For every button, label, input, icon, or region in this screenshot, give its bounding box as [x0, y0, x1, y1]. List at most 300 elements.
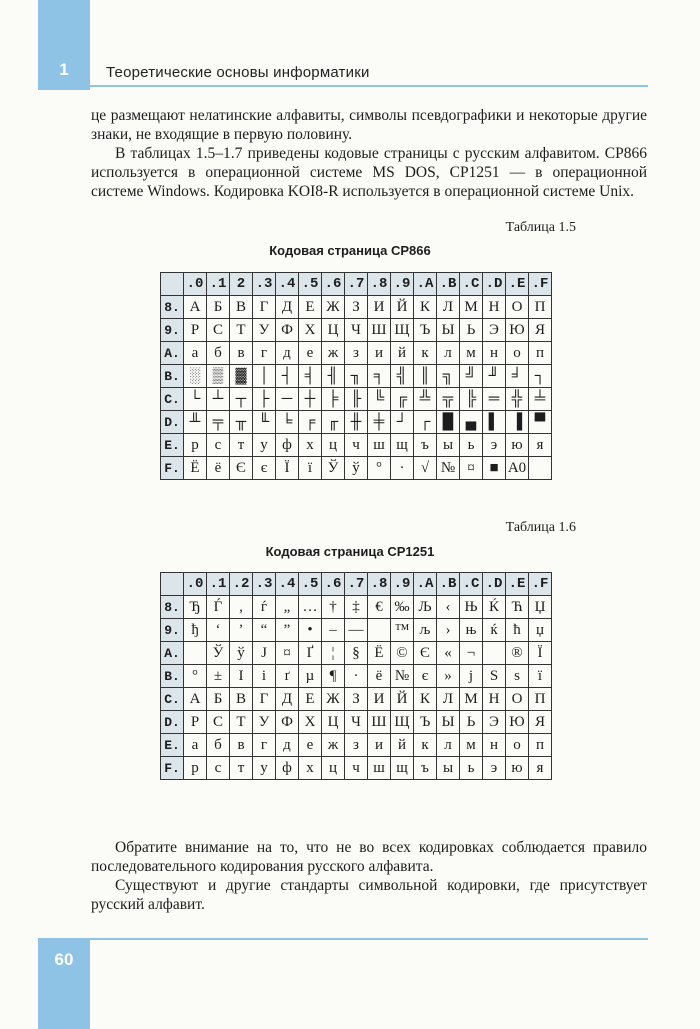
code-cell: ┘ [391, 411, 414, 434]
table-row [161, 665, 552, 688]
column-header: .0 [184, 273, 207, 296]
code-cell: ┴ [207, 388, 230, 411]
table-1-caption: Таблица 1.5 [505, 220, 576, 235]
code-cell: к [414, 734, 437, 757]
code-cell: х [299, 434, 322, 457]
code-cell [368, 619, 391, 642]
column-header: .F [529, 573, 552, 596]
column-header: .1 [207, 573, 230, 596]
code-cell: ” [276, 619, 299, 642]
code-cell: Ы [437, 711, 460, 734]
code-cell: Х [299, 319, 322, 342]
code-cell: ╪ [368, 411, 391, 434]
code-cell: э [483, 434, 506, 457]
column-header: .3 [253, 573, 276, 596]
code-cell: э [483, 757, 506, 780]
column-header: .E [506, 273, 529, 296]
code-cell: ░ [184, 365, 207, 388]
code-cell: Ы [437, 319, 460, 342]
table-row [161, 365, 552, 388]
code-cell: и [368, 342, 391, 365]
column-header: .7 [345, 273, 368, 296]
code-cell: ч [345, 757, 368, 780]
code-cell: ± [207, 665, 230, 688]
closing-text [91, 838, 647, 914]
column-header: .A [414, 573, 437, 596]
code-cell: ‘ [207, 619, 230, 642]
code-cell: Ї [276, 457, 299, 480]
code-cell: Я [529, 319, 552, 342]
code-cell: ѕ [506, 665, 529, 688]
code-cell: ‡ [345, 596, 368, 619]
code-cell: М [460, 296, 483, 319]
code-cell: ▌ [483, 411, 506, 434]
code-cell: Ю [506, 319, 529, 342]
code-cell [483, 642, 506, 665]
column-header: .F [529, 273, 552, 296]
code-cell: Ь [460, 711, 483, 734]
code-cell: ├ [253, 388, 276, 411]
code-cell: Ґ [299, 642, 322, 665]
code-cell: ё [207, 457, 230, 480]
code-cell: ╒ [299, 411, 322, 434]
code-cell: ® [506, 642, 529, 665]
code-cell: У [253, 319, 276, 342]
code-cell: „ [276, 596, 299, 619]
code-cell: ▀ [529, 411, 552, 434]
code-cell [184, 642, 207, 665]
cp866-table [160, 272, 552, 480]
code-cell: Д [276, 688, 299, 711]
column-header: .2 [230, 573, 253, 596]
table-row [161, 642, 552, 665]
code-cell: ╙ [253, 411, 276, 434]
code-cell: Щ [391, 319, 414, 342]
code-cell: ╓ [322, 411, 345, 434]
code-cell: ┼ [299, 388, 322, 411]
code-cell: ╢ [322, 365, 345, 388]
code-cell: Ш [368, 711, 391, 734]
code-cell: ™ [391, 619, 414, 642]
code-cell: Ч [345, 319, 368, 342]
code-cell: ¦ [322, 642, 345, 665]
code-cell: ф [276, 757, 299, 780]
code-cell: р [184, 434, 207, 457]
code-cell: р [184, 757, 207, 780]
code-cell: Ц [322, 319, 345, 342]
code-cell: Х [299, 711, 322, 734]
code-cell: Ѕ [483, 665, 506, 688]
code-cell: н [483, 734, 506, 757]
column-header: .9 [391, 273, 414, 296]
column-header: .4 [276, 573, 299, 596]
code-cell: ╤ [207, 411, 230, 434]
chapter-tab [38, 0, 90, 90]
code-cell: • [299, 619, 322, 642]
code-cell: § [345, 642, 368, 665]
code-cell: с [207, 757, 230, 780]
code-cell: є [253, 457, 276, 480]
code-cell: Ђ [184, 596, 207, 619]
code-cell: є [414, 665, 437, 688]
code-cell: Н [483, 296, 506, 319]
row-header: A. [161, 642, 184, 665]
table-row [161, 296, 552, 319]
code-cell: ы [437, 434, 460, 457]
code-cell: ч [345, 434, 368, 457]
code-cell: ю [506, 434, 529, 457]
code-cell: З [345, 296, 368, 319]
code-cell: ђ [184, 619, 207, 642]
code-cell: ═ [483, 388, 506, 411]
code-cell: Щ [391, 711, 414, 734]
code-cell: К [414, 296, 437, 319]
code-cell: ┤ [276, 365, 299, 388]
code-cell: ґ [276, 665, 299, 688]
code-cell: В [230, 296, 253, 319]
code-cell: х [299, 757, 322, 780]
table-corner-cell [161, 273, 184, 296]
code-cell: ╔ [391, 388, 414, 411]
table-row [161, 711, 552, 734]
code-cell: Т [230, 319, 253, 342]
code-cell: Р [184, 711, 207, 734]
code-cell: “ [253, 619, 276, 642]
table-row [161, 596, 552, 619]
code-cell: Ф [276, 711, 299, 734]
column-header: .B [437, 273, 460, 296]
code-cell: Ц [322, 711, 345, 734]
code-cell: П [529, 688, 552, 711]
code-cell: ё [368, 665, 391, 688]
code-cell: ╗ [437, 365, 460, 388]
table-row [161, 688, 552, 711]
code-cell: е [299, 734, 322, 757]
code-cell: Э [483, 711, 506, 734]
code-cell: в [230, 734, 253, 757]
column-header: .5 [299, 573, 322, 596]
code-cell: ■ [483, 457, 506, 480]
code-cell: и [368, 734, 391, 757]
code-cell: ╚ [368, 388, 391, 411]
table-corner-cell [161, 573, 184, 596]
code-cell: м [460, 342, 483, 365]
code-cell: ° [184, 665, 207, 688]
code-cell: – [322, 619, 345, 642]
code-cell: ї [529, 665, 552, 688]
code-cell: ф [276, 434, 299, 457]
code-cell: к [414, 342, 437, 365]
code-cell: │ [253, 365, 276, 388]
code-cell: б [207, 734, 230, 757]
code-cell: ъ [414, 434, 437, 457]
code-cell: у [253, 757, 276, 780]
column-header: .0 [184, 573, 207, 596]
code-cell: м [460, 734, 483, 757]
code-cell: А [184, 296, 207, 319]
code-cell: Л [437, 296, 460, 319]
code-cell: ¬ [460, 642, 483, 665]
code-cell: Е [299, 296, 322, 319]
code-cell: н [483, 342, 506, 365]
code-cell: е [299, 342, 322, 365]
footer-rule [90, 938, 648, 940]
code-cell: я [529, 434, 552, 457]
page-number: 60 [54, 950, 74, 969]
code-cell: я [529, 757, 552, 780]
table-row [161, 757, 552, 780]
code-cell: № [391, 665, 414, 688]
row-header: F. [161, 457, 184, 480]
code-cell: Ћ [506, 596, 529, 619]
code-cell: √ [414, 457, 437, 480]
code-cell: Ё [368, 642, 391, 665]
code-cell: ╦ [437, 388, 460, 411]
code-cell: Ш [368, 319, 391, 342]
code-cell: ▐ [506, 411, 529, 434]
code-cell: З [345, 688, 368, 711]
code-cell: ў [345, 457, 368, 480]
code-cell: Ї [529, 642, 552, 665]
code-cell: » [437, 665, 460, 688]
code-cell: ж [322, 734, 345, 757]
code-cell: С [207, 319, 230, 342]
code-cell: ┐ [529, 365, 552, 388]
code-cell: ╞ [322, 388, 345, 411]
code-cell: ¤ [460, 457, 483, 480]
code-cell: Є [230, 457, 253, 480]
code-cell: щ [391, 757, 414, 780]
code-cell: ┌ [414, 411, 437, 434]
code-cell: └ [184, 388, 207, 411]
code-cell: Ъ [414, 319, 437, 342]
code-cell: Ќ [483, 596, 506, 619]
code-cell: ж [322, 342, 345, 365]
row-header: E. [161, 734, 184, 757]
code-cell: ╠ [460, 388, 483, 411]
code-cell: Й [391, 688, 414, 711]
code-cell: ї [299, 457, 322, 480]
table-row [161, 457, 552, 480]
column-header: 2 [230, 273, 253, 296]
intro-text [91, 106, 647, 201]
code-cell: г [253, 342, 276, 365]
column-header: .C [460, 573, 483, 596]
code-cell: Ё [184, 457, 207, 480]
code-cell: ╝ [460, 365, 483, 388]
code-cell: Э [483, 319, 506, 342]
column-header: .A [414, 273, 437, 296]
code-cell: з [345, 342, 368, 365]
code-cell: ќ [483, 619, 506, 642]
table-header-row [161, 273, 552, 296]
code-cell: Ў [207, 642, 230, 665]
page-number-tab [38, 938, 90, 1029]
table-1-title: Кодовая страница CP866 [269, 243, 431, 258]
code-cell: ‰ [391, 596, 414, 619]
code-cell: Џ [529, 596, 552, 619]
code-cell: † [322, 596, 345, 619]
row-header: A. [161, 342, 184, 365]
code-cell: в [230, 342, 253, 365]
code-cell: т [230, 757, 253, 780]
code-cell: П [529, 296, 552, 319]
table-2-caption: Таблица 1.6 [505, 520, 576, 535]
row-header: F. [161, 757, 184, 780]
code-cell: Є [414, 642, 437, 665]
code-cell: ▄ [460, 411, 483, 434]
code-cell: т [230, 434, 253, 457]
code-cell: Я [529, 711, 552, 734]
code-cell: ј [460, 665, 483, 688]
code-cell: Ж [322, 688, 345, 711]
row-header: 9. [161, 319, 184, 342]
code-cell: Ч [345, 711, 368, 734]
code-cell: ш [368, 434, 391, 457]
header-rule [90, 85, 648, 87]
code-cell: Е [299, 688, 322, 711]
code-cell: ‚ [230, 596, 253, 619]
code-cell: · [391, 457, 414, 480]
code-cell: У [253, 711, 276, 734]
code-cell: ▒ [207, 365, 230, 388]
table-row [161, 619, 552, 642]
code-cell: ы [437, 757, 460, 780]
code-cell: п [529, 342, 552, 365]
code-cell: ╫ [345, 411, 368, 434]
code-cell: о [506, 342, 529, 365]
code-cell: К [414, 688, 437, 711]
column-header: .8 [368, 273, 391, 296]
code-cell: A0 [506, 457, 529, 480]
code-cell: Б [207, 296, 230, 319]
code-cell: ╜ [483, 365, 506, 388]
code-cell: ╟ [345, 388, 368, 411]
code-cell: ю [506, 757, 529, 780]
code-cell: а [184, 342, 207, 365]
cp1251-table [160, 572, 552, 780]
code-cell: Ў [322, 457, 345, 480]
code-cell: у [253, 434, 276, 457]
code-cell: і [253, 665, 276, 688]
code-cell: ь [460, 757, 483, 780]
row-header: D. [161, 411, 184, 434]
code-cell: Б [207, 688, 230, 711]
row-header: 9. [161, 619, 184, 642]
page-header-title: Теоретические основы информатики [106, 64, 370, 81]
row-header: C. [161, 388, 184, 411]
table-row [161, 342, 552, 365]
row-header: B. [161, 365, 184, 388]
table-row [161, 388, 552, 411]
code-cell: © [391, 642, 414, 665]
code-cell: Ф [276, 319, 299, 342]
code-cell: о [506, 734, 529, 757]
code-cell: Њ [460, 596, 483, 619]
code-cell: И [368, 296, 391, 319]
code-cell: М [460, 688, 483, 711]
code-cell: Р [184, 319, 207, 342]
column-header: .E [506, 573, 529, 596]
code-cell: И [368, 688, 391, 711]
code-cell: Ј [253, 642, 276, 665]
column-header: .6 [322, 573, 345, 596]
code-cell: ў [230, 642, 253, 665]
code-cell: ћ [506, 619, 529, 642]
code-cell: ╥ [230, 411, 253, 434]
code-cell: µ [299, 665, 322, 688]
closing-paragraph-2: Существуют и другие стандарты символьной кодировки, где присутствует русский алфавит. [91, 877, 647, 913]
code-cell: ─ [276, 388, 299, 411]
code-cell: ╩ [414, 388, 437, 411]
code-cell: — [345, 619, 368, 642]
code-cell: « [437, 642, 460, 665]
intro-paragraph-1: це размещают нелатинские алфавиты, символы псевдографики и некоторые другие знаки, не входящие в первую половину. [91, 107, 647, 143]
code-cell: Ж [322, 296, 345, 319]
table-2-title: Кодовая страница CP1251 [265, 544, 435, 559]
code-cell: а [184, 734, 207, 757]
code-cell: · [345, 665, 368, 688]
column-header: .4 [276, 273, 299, 296]
code-cell: ш [368, 757, 391, 780]
code-cell: ╛ [506, 365, 529, 388]
chapter-number: 1 [59, 60, 69, 79]
table-row [161, 434, 552, 457]
column-header: .6 [322, 273, 345, 296]
table-row [161, 734, 552, 757]
code-cell: › [437, 619, 460, 642]
code-cell: з [345, 734, 368, 757]
code-cell: Г [253, 296, 276, 319]
code-cell: ╬ [506, 388, 529, 411]
code-cell: ╕ [368, 365, 391, 388]
column-header: .B [437, 573, 460, 596]
code-cell: љ [414, 619, 437, 642]
code-cell: џ [529, 619, 552, 642]
code-cell: ц [322, 434, 345, 457]
code-cell: с [207, 434, 230, 457]
code-cell: ъ [414, 757, 437, 780]
row-header: D. [161, 711, 184, 734]
closing-paragraph-1: Обратите внимание на то, что не во всех кодировках соблюдается правило последовательного кодирования русского алфавита. [91, 839, 647, 875]
code-cell: █ [437, 411, 460, 434]
column-header: .8 [368, 573, 391, 596]
code-cell: ╣ [391, 365, 414, 388]
code-cell: й [391, 342, 414, 365]
code-cell: л [437, 734, 460, 757]
code-cell: ║ [414, 365, 437, 388]
code-cell: Т [230, 711, 253, 734]
code-cell: ° [368, 457, 391, 480]
code-cell: ╖ [345, 365, 368, 388]
code-cell: А [184, 688, 207, 711]
code-cell: г [253, 734, 276, 757]
code-cell: ѓ [253, 596, 276, 619]
column-header: .D [483, 573, 506, 596]
code-cell: п [529, 734, 552, 757]
code-cell: б [207, 342, 230, 365]
intro-paragraph-2: В таблицах 1.5–1.7 приведены кодовые страницы с русским алфавитом. CP866 используется в операционной системе MS DOS, CP1251 — в операционной системе Windows. Кодировка KOI8-R используется в операционной системе Unix. [91, 145, 647, 200]
code-cell: ‹ [437, 596, 460, 619]
code-cell: Н [483, 688, 506, 711]
code-cell: І [230, 665, 253, 688]
code-cell: Ѓ [207, 596, 230, 619]
code-cell: Г [253, 688, 276, 711]
code-cell: л [437, 342, 460, 365]
code-cell: ╧ [529, 388, 552, 411]
code-cell: д [276, 342, 299, 365]
row-header: C. [161, 688, 184, 711]
